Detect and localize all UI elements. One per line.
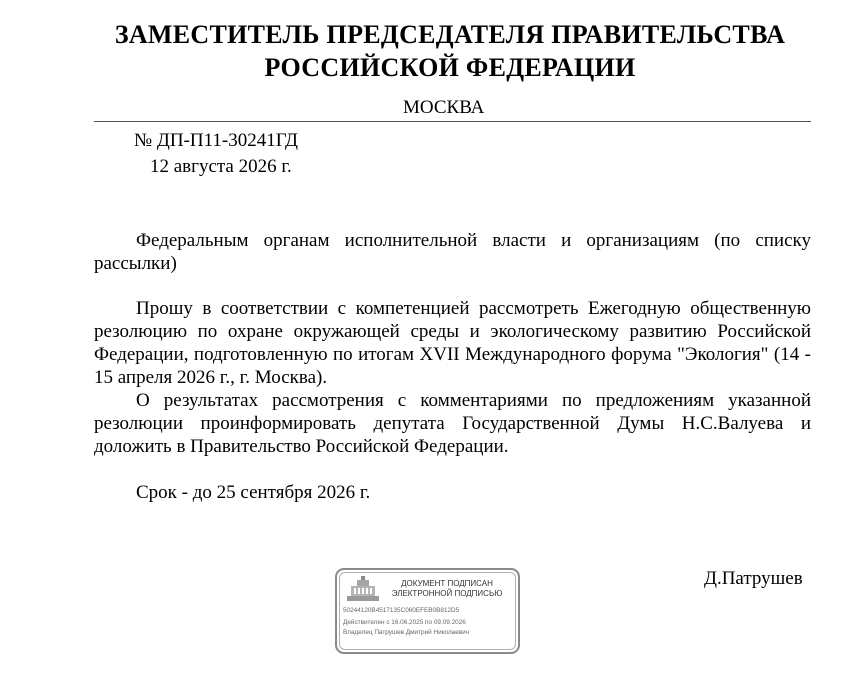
stamp-validity: Действителен с 16.06.2025 по 09.09.2026 (343, 619, 466, 626)
main-body (94, 297, 811, 458)
body-paragraph-2: О результатах рассмотрения с комментариями по предложениям указанной резолюции проинформировать депутата Государственной Думы Н.С.Валуева и доложить в Правительство Российской Федерации. (94, 390, 811, 457)
addressee-block (94, 229, 811, 275)
header-line-2: РОССИЙСКОЙ ФЕДЕРАЦИИ (264, 53, 636, 82)
stamp-title-line-1: ДОКУМЕНТ ПОДПИСАН (401, 579, 493, 588)
stamp-certificate: 50244120B4517135C060EFEB0B812D5 (343, 607, 460, 614)
deadline-text: Срок - до 25 сентября 2026 г. (136, 482, 371, 503)
e-signature-stamp (335, 568, 520, 654)
header-divider (94, 121, 811, 122)
document-date: 12 августа 2026 г. (150, 156, 292, 177)
body-paragraph-1: Прошу в соответствии с компетенцией рассмотреть Ежегодную общественную резолюцию по охране окружающей среды и экологическому развитию Российской Федерации, подготовленную по итогам XVII Международного форума "Экология" (14 - 15 апреля 2026 г., г. Москва). (94, 298, 811, 388)
header-line-1: ЗАМЕСТИТЕЛЬ ПРЕДСЕДАТЕЛЯ ПРАВИТЕЛЬСТВА (114, 20, 786, 49)
deadline-block (94, 481, 811, 504)
city-label: МОСКВА (403, 97, 485, 118)
signer-name: Д.Патрушев (704, 568, 803, 589)
stamp-owner: Владелец Патрушев Дмитрий Николаевич (343, 629, 470, 636)
stamp-title (387, 579, 507, 599)
stamp-title-line-2: ЭЛЕКТРОННОЙ ПОДПИСЬЮ (391, 589, 503, 598)
document-header (0, 18, 858, 84)
government-building-icon (343, 574, 383, 604)
document-number: № ДП-П11-30241ГД (134, 130, 299, 151)
addressee-text: Федеральным органам исполнительной власти и организациям (по списку рассылки) (94, 230, 811, 274)
